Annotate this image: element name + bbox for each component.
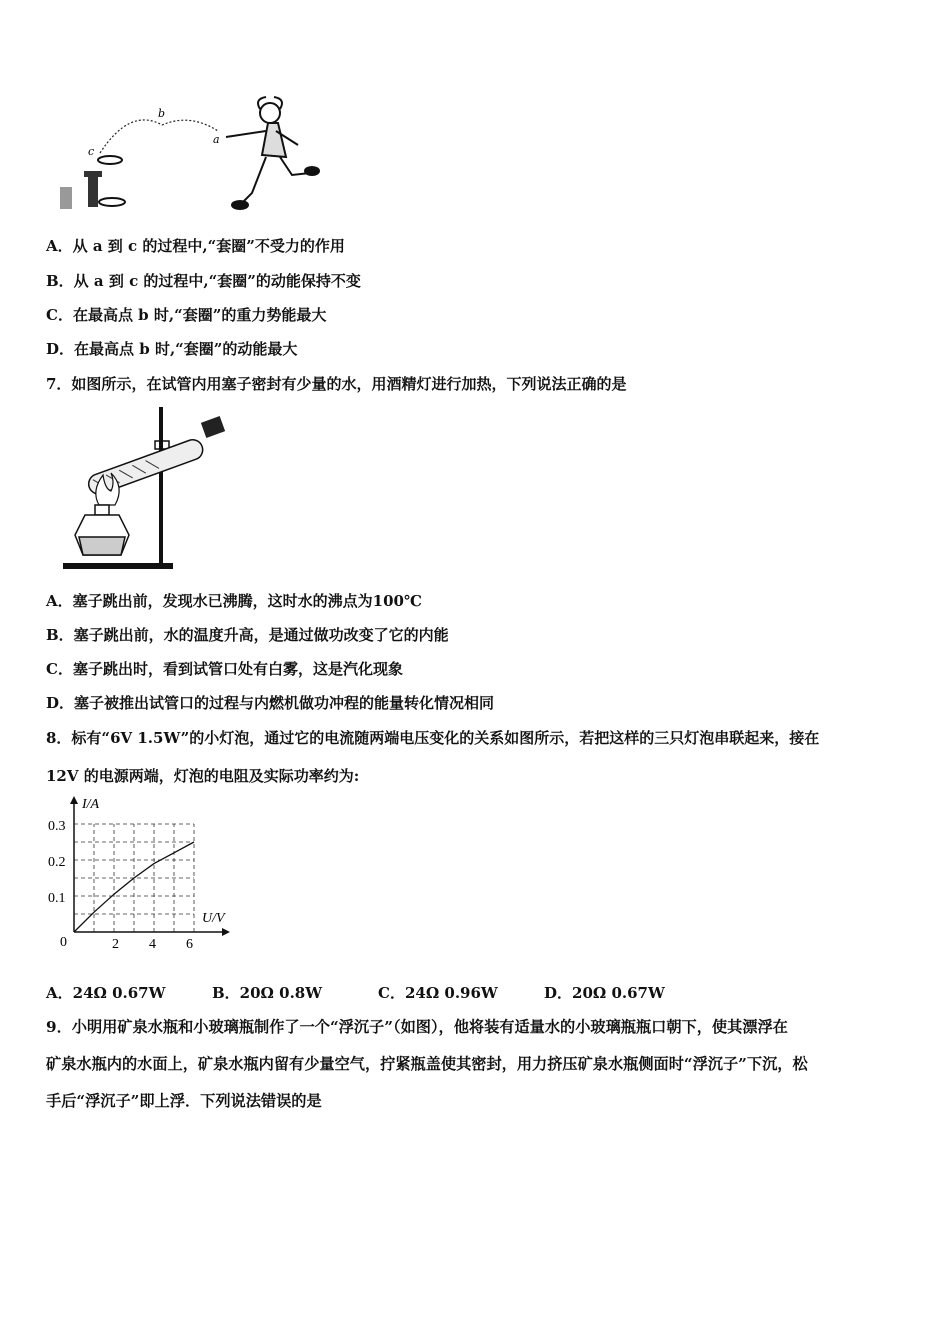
y-tick-label: 0.3: [48, 819, 66, 834]
q6-option-a: A．从 a 到 c 的过程中,“套圈”不受力的作用: [46, 237, 345, 255]
y-axis-arrow: [70, 796, 78, 804]
q7-option-c: C．塞子跳出时，看到试管口处有白雾，这是汽化现象: [46, 660, 403, 678]
q7-option-a: A．塞子跳出前，发现水已沸腾，这时水的沸点为100℃: [46, 592, 422, 610]
q8-option-b: B．20Ω 0.8W: [212, 984, 323, 1002]
q6-option-c: C．在最高点 b 时,“套圈”的重力势能最大: [46, 306, 327, 324]
x-tick-label: 6: [186, 937, 193, 952]
ring-in-air: [98, 156, 122, 164]
stand-base: [63, 563, 173, 569]
girl-figure: [226, 97, 319, 209]
q8-option-a: A．24Ω 0.67W: [46, 984, 166, 1002]
q7-stem: 7．如图所示，在试管内用塞子密封有少量的水，用酒精灯进行加热，下列说法正确的是: [46, 375, 627, 393]
q9-line3: 手后“浮沉子”即上浮．下列说法错误的是: [46, 1092, 322, 1110]
stopper: [201, 416, 225, 438]
q9-line2: 矿泉水瓶内的水面上，矿泉水瓶内留有少量空气，拧紧瓶盖使其密封，用力挤压矿泉水瓶侧面时“浮沉子”下沉，松: [46, 1055, 808, 1073]
q8-stem-line2: 12V 的电源两端，灯泡的电阻及实际功率约为:: [46, 767, 360, 785]
y-tick-label: 0.2: [48, 855, 66, 870]
alcohol-lamp: [75, 505, 129, 555]
ring-on-ground: [99, 198, 125, 206]
q8-option-d: D．20Ω 0.67W: [544, 984, 665, 1002]
label-a: a: [213, 133, 220, 146]
trajectory-path: [100, 120, 218, 153]
x-axis-label: U/V: [202, 911, 225, 926]
y-axis-label: I/A: [82, 797, 100, 812]
origin-label: 0: [60, 935, 67, 950]
x-tick-label: 4: [149, 937, 156, 952]
ring-toss-figure: [40, 95, 330, 220]
label-b: b: [158, 107, 166, 120]
q7-option-d: D．塞子被推出试管口的过程与内燃机做功冲程的能量转化情况相同: [46, 694, 495, 712]
test-tube-figure: [55, 405, 245, 575]
q8-option-c: C．24Ω 0.96W: [378, 984, 498, 1002]
q8-options: [46, 982, 665, 1003]
q6-option-d: D．在最高点 b 时,“套圈”的动能最大: [46, 340, 298, 358]
target-figurines: [60, 171, 102, 209]
q9-line1: 9．小明用矿泉水瓶和小玻璃瓶制作了一个“浮沉子”（如图），他将装有适量水的小玻璃瓶瓶口朝下，使其漂浮在: [46, 1018, 788, 1036]
iu-chart: [44, 792, 244, 952]
q6-option-b: B．从 a 到 c 的过程中,“套圈”的动能保持不变: [46, 272, 361, 290]
stand-rod: [159, 407, 163, 565]
q8-stem-line1: 8．标有“6V 1.5W”的小灯泡，通过它的电流随两端电压变化的关系如图所示，若把这样的三只灯泡串联起来，接在: [46, 729, 820, 747]
y-tick-label: 0.1: [48, 891, 66, 906]
x-axis-arrow: [222, 928, 230, 936]
q7-option-b: B．塞子跳出前，水的温度升高，是通过做功改变了它的内能: [46, 626, 449, 644]
label-c: c: [88, 145, 95, 158]
x-tick-label: 2: [112, 937, 119, 952]
